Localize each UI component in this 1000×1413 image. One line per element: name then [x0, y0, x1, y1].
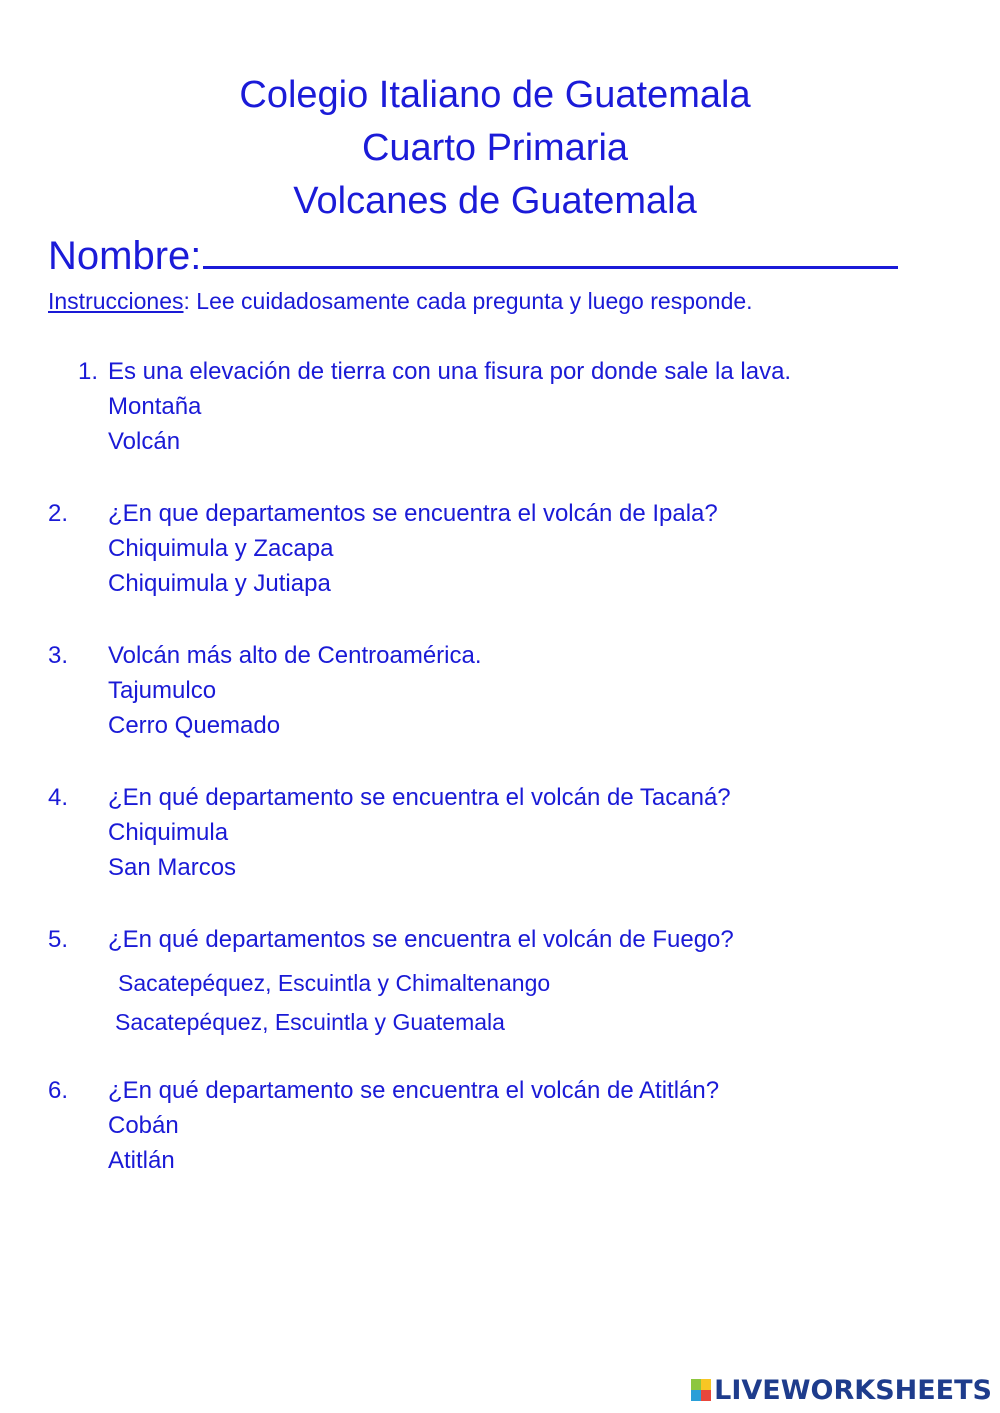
answer-option[interactable]: Montaña: [108, 393, 202, 420]
answer-option[interactable]: Sacatepéquez, Escuintla y Guatemala: [115, 1009, 505, 1035]
answer-option[interactable]: Chiquimula y Jutiapa: [108, 570, 331, 597]
name-label: Nombre:: [48, 234, 202, 278]
school-title: Colegio Italiano de Guatemala: [239, 74, 751, 116]
question-number: 6.: [48, 1077, 69, 1104]
answer-option[interactable]: Sacatepéquez, Escuintla y Chimaltenango: [118, 970, 551, 996]
question-number: 3.: [48, 642, 69, 669]
answer-option[interactable]: Cerro Quemado: [108, 712, 281, 739]
question-number: 4.: [48, 784, 69, 811]
question-number: 5.: [48, 926, 69, 953]
instructions-text: : Lee cuidadosamente cada pregunta y luego responde.: [183, 288, 753, 314]
watermark-text: LIVEWORKSHEETS: [714, 1374, 992, 1406]
answer-option[interactable]: Chiquimula: [108, 819, 229, 846]
answer-option[interactable]: Tajumulco: [108, 677, 217, 704]
instructions-label: Instrucciones: [48, 288, 184, 314]
liveworksheets-logo-icon: [691, 1379, 711, 1401]
topic-title: Volcanes de Guatemala: [293, 180, 697, 222]
question-text: ¿En que departamentos se encuentra el volcán de Ipala?: [108, 500, 718, 527]
grade-title: Cuarto Primaria: [361, 127, 629, 169]
answer-option[interactable]: San Marcos: [108, 854, 237, 881]
liveworksheets-watermark: [691, 1375, 992, 1405]
name-row: [48, 232, 898, 279]
answer-option[interactable]: Volcán: [108, 428, 181, 455]
answer-option[interactable]: Chiquimula y Zacapa: [108, 535, 334, 562]
instructions: [48, 287, 753, 315]
question-text: ¿En qué departamentos se encuentra el volcán de Fuego?: [108, 926, 734, 953]
answer-option[interactable]: Atitlán: [108, 1147, 175, 1174]
question-number: 1.: [78, 358, 99, 385]
name-input-line[interactable]: [203, 232, 898, 269]
question-number: 2.: [48, 500, 69, 527]
question-text: Es una elevación de tierra con una fisura por donde sale la lava.: [108, 358, 792, 385]
question-text: ¿En qué departamento se encuentra el volcán de Atitlán?: [108, 1077, 720, 1104]
question-text: Volcán más alto de Centroamérica.: [108, 642, 482, 669]
answer-option[interactable]: Cobán: [108, 1112, 179, 1139]
question-text: ¿En qué departamento se encuentra el volcán de Tacaná?: [108, 784, 731, 811]
